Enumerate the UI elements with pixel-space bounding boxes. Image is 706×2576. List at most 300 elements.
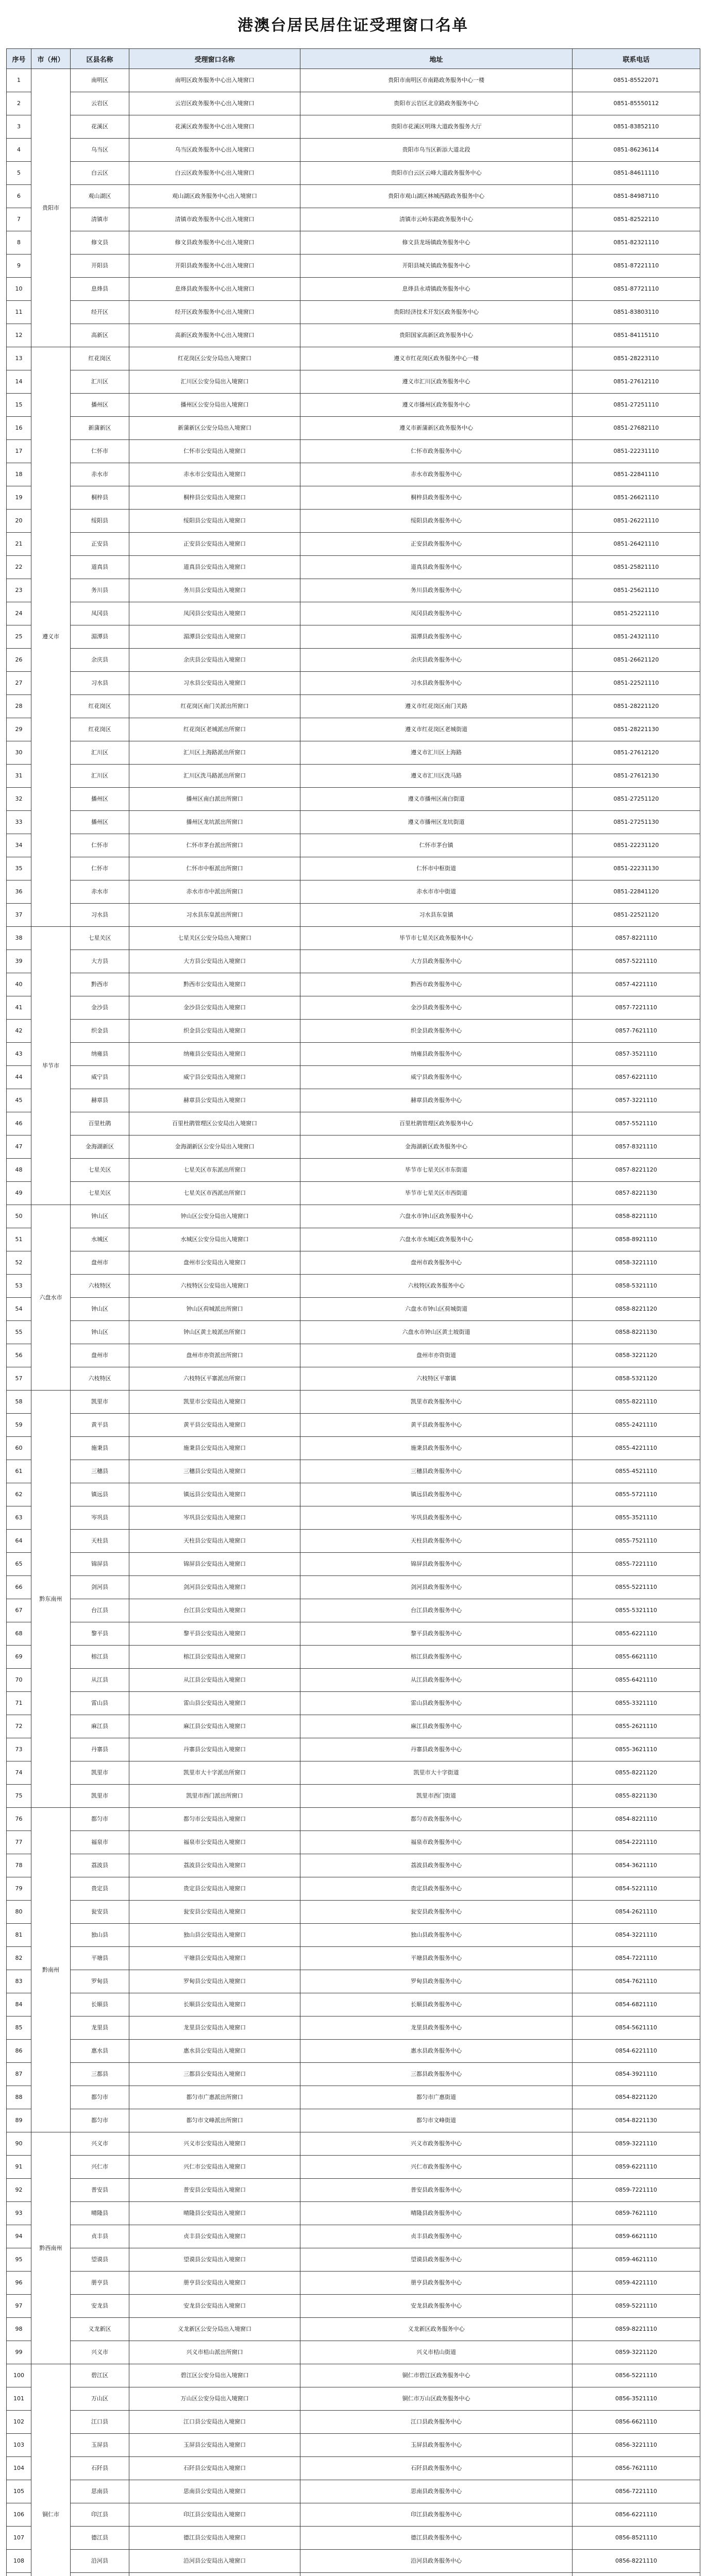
address-cell: 六盘水市钟山区政务服务中心 <box>300 1205 573 1228</box>
window-cell: 新蒲新区公安分局出入境窗口 <box>129 417 300 440</box>
table-row <box>7 950 700 973</box>
phone-cell: 0855-5221110 <box>573 1576 700 1599</box>
city-cell: 毕节市 <box>31 927 71 1205</box>
row-index: 65 <box>7 1553 31 1576</box>
district-cell: 荔波县 <box>71 1854 129 1877</box>
row-index: 61 <box>7 1460 31 1483</box>
address-cell: 毕节市七星关区政务服务中心 <box>300 927 573 950</box>
address-cell: 岑巩县政务服务中心 <box>300 1506 573 1530</box>
address-cell: 凤冈县政务服务中心 <box>300 602 573 625</box>
table-row <box>7 556 700 579</box>
phone-cell: 0855-8221130 <box>573 1785 700 1808</box>
phone-cell: 0859-3221120 <box>573 2341 700 2364</box>
row-index: 103 <box>7 2434 31 2457</box>
window-cell: 都匀市公安局出入境窗口 <box>129 1808 300 1831</box>
row-index: 68 <box>7 1622 31 1646</box>
district-cell: 平塘县 <box>71 1947 129 1970</box>
window-cell: 开阳县政务服务中心出入境窗口 <box>129 255 300 278</box>
district-cell: 三都县 <box>71 2063 129 2086</box>
address-cell: 贵阳市南明区市南路政务服务中心一楼 <box>300 69 573 92</box>
district-cell: 义龙新区 <box>71 2318 129 2341</box>
row-index: 97 <box>7 2295 31 2318</box>
table-row <box>7 2016 700 2040</box>
table-row <box>7 857 700 880</box>
window-cell <box>129 2573 300 2576</box>
row-index: 106 <box>7 2503 31 2527</box>
window-cell: 播州区南白派出所窗口 <box>129 788 300 811</box>
table-row <box>7 115 700 139</box>
window-cell: 百里杜鹃管理区公安局出入境窗口 <box>129 1112 300 1136</box>
district-cell: 龙里县 <box>71 2016 129 2040</box>
phone-cell: 0851-26621110 <box>573 486 700 510</box>
row-index: 99 <box>7 2341 31 2364</box>
district-cell: 经开区 <box>71 301 129 324</box>
table-row <box>7 463 700 486</box>
phone-cell: 0858-8221130 <box>573 1321 700 1344</box>
address-cell: 仁怀市政务服务中心 <box>300 440 573 463</box>
table-row <box>7 1970 700 1993</box>
table-row <box>7 69 700 92</box>
row-index: 46 <box>7 1112 31 1136</box>
table-row <box>7 904 700 927</box>
table-row <box>7 1715 700 1738</box>
header-address: 地址 <box>300 49 573 69</box>
district-cell: 观山湖区 <box>71 185 129 208</box>
address-cell <box>300 2573 573 2576</box>
address-cell: 雷山县政务服务中心 <box>300 1692 573 1715</box>
row-index: 11 <box>7 301 31 324</box>
table-row <box>7 1159 700 1182</box>
row-index: 40 <box>7 973 31 996</box>
window-cell: 七星关区市西派出所窗口 <box>129 1182 300 1205</box>
window-cell: 水城区公安分局出入境窗口 <box>129 1228 300 1251</box>
window-cell: 从江县公安局出入境窗口 <box>129 1669 300 1692</box>
address-cell: 沿河县政务服务中心 <box>300 2550 573 2573</box>
table-row <box>7 1808 700 1831</box>
city-cell: 黔东南州 <box>31 1391 71 1808</box>
window-cell: 乌当区政务服务中心出入境窗口 <box>129 139 300 162</box>
row-index: 19 <box>7 486 31 510</box>
window-cell: 钟山区公安分局出入境窗口 <box>129 1205 300 1228</box>
district-cell: 余庆县 <box>71 649 129 672</box>
window-cell: 盘州市公安局出入境窗口 <box>129 1251 300 1275</box>
row-index: 1 <box>7 69 31 92</box>
address-cell: 兴义市桔山街道 <box>300 2341 573 2364</box>
window-cell: 龙里县公安局出入境窗口 <box>129 2016 300 2040</box>
table-row <box>7 973 700 996</box>
address-cell: 绥阳县政务服务中心 <box>300 510 573 533</box>
row-index: 81 <box>7 1924 31 1947</box>
row-index: 74 <box>7 1761 31 1785</box>
phone-cell: 0851-28221130 <box>573 718 700 741</box>
phone-cell: 0856-5221110 <box>573 2364 700 2387</box>
address-cell: 道真县政务服务中心 <box>300 556 573 579</box>
phone-cell: 0855-8221120 <box>573 1761 700 1785</box>
city-cell: 遵义市 <box>31 347 71 927</box>
phone-cell: 0855-7521110 <box>573 1530 700 1553</box>
header-window: 受理窗口名称 <box>129 49 300 69</box>
phone-cell: 0851-28221120 <box>573 695 700 718</box>
row-index: 63 <box>7 1506 31 1530</box>
phone-cell: 0855-5321110 <box>573 1599 700 1622</box>
row-index: 104 <box>7 2457 31 2480</box>
district-cell: 湄潭县 <box>71 625 129 649</box>
district-cell: 桐梓县 <box>71 486 129 510</box>
district-cell: 道真县 <box>71 556 129 579</box>
phone-cell: 0858-3221120 <box>573 1344 700 1367</box>
row-index: 95 <box>7 2248 31 2272</box>
window-cell: 江口县公安局出入境窗口 <box>129 2411 300 2434</box>
table-row <box>7 2109 700 2132</box>
row-index: 87 <box>7 2063 31 2086</box>
table-row <box>7 579 700 602</box>
address-cell: 务川县政务服务中心 <box>300 579 573 602</box>
address-cell: 江口县政务服务中心 <box>300 2411 573 2434</box>
district-cell: 镇远县 <box>71 1483 129 1506</box>
phone-cell: 0854-3221110 <box>573 1924 700 1947</box>
address-cell: 贵阳市白云区云峰大道政务服务中心 <box>300 162 573 185</box>
address-cell: 盘州市政务服务中心 <box>300 1251 573 1275</box>
district-cell: 播州区 <box>71 394 129 417</box>
table-row <box>7 2225 700 2248</box>
table-row <box>7 1321 700 1344</box>
table-row <box>7 765 700 788</box>
phone-cell: 0854-5221110 <box>573 1877 700 1901</box>
row-index: 108 <box>7 2550 31 2573</box>
row-index: 21 <box>7 533 31 556</box>
address-cell: 贵阳经济技术开发区政务服务中心 <box>300 301 573 324</box>
window-cell: 万山区公安分局出入境窗口 <box>129 2387 300 2411</box>
table-row <box>7 625 700 649</box>
table-row <box>7 2156 700 2179</box>
phone-cell <box>573 2573 700 2576</box>
address-cell: 六枝特区平寨镇 <box>300 1367 573 1391</box>
address-cell: 安龙县政务服务中心 <box>300 2295 573 2318</box>
phone-cell: 0856-7221110 <box>573 2480 700 2503</box>
address-cell: 玉屏县政务服务中心 <box>300 2434 573 2457</box>
address-cell: 赤水市市中街道 <box>300 880 573 904</box>
window-cell: 钟山区荷城派出所窗口 <box>129 1298 300 1321</box>
row-index: 34 <box>7 834 31 857</box>
row-index: 58 <box>7 1391 31 1414</box>
window-cell: 平塘县公安局出入境窗口 <box>129 1947 300 1970</box>
phone-cell: 0854-7221110 <box>573 1947 700 1970</box>
window-cell: 三穗县公安局出入境窗口 <box>129 1460 300 1483</box>
row-index: 22 <box>7 556 31 579</box>
phone-cell: 0857-5221110 <box>573 950 700 973</box>
table-row <box>7 1344 700 1367</box>
window-cell: 罗甸县公安局出入境窗口 <box>129 1970 300 1993</box>
district-cell: 台江县 <box>71 1599 129 1622</box>
address-cell: 普安县政务服务中心 <box>300 2179 573 2202</box>
address-cell: 兴仁市政务服务中心 <box>300 2156 573 2179</box>
window-cell: 雷山县公安局出入境窗口 <box>129 1692 300 1715</box>
phone-cell: 0854-3621110 <box>573 1854 700 1877</box>
row-index: 93 <box>7 2202 31 2225</box>
phone-cell: 0854-8221120 <box>573 2086 700 2109</box>
row-index: 86 <box>7 2040 31 2063</box>
district-cell: 百里杜鹃 <box>71 1112 129 1136</box>
table-row <box>7 1646 700 1669</box>
row-index: 75 <box>7 1785 31 1808</box>
table-row <box>7 2434 700 2457</box>
address-cell: 镇远县政务服务中心 <box>300 1483 573 1506</box>
phone-cell: 0856-6621110 <box>573 2411 700 2434</box>
phone-cell: 0857-5521110 <box>573 1112 700 1136</box>
table-row <box>7 1367 700 1391</box>
row-index: 78 <box>7 1854 31 1877</box>
table-row <box>7 1993 700 2016</box>
row-index: 54 <box>7 1298 31 1321</box>
row-index: 102 <box>7 2411 31 2434</box>
table-row <box>7 301 700 324</box>
table-row <box>7 602 700 625</box>
district-cell: 天柱县 <box>71 1530 129 1553</box>
address-cell: 息烽县永靖镇政务服务中心 <box>300 278 573 301</box>
district-cell: 兴仁市 <box>71 2156 129 2179</box>
window-cell: 沿河县公安局出入境窗口 <box>129 2550 300 2573</box>
district-cell: 仁怀市 <box>71 440 129 463</box>
window-cell: 岑巩县公安局出入境窗口 <box>129 1506 300 1530</box>
district-cell <box>71 2573 129 2576</box>
table-row <box>7 1669 700 1692</box>
window-cell: 习水县公安局出入境窗口 <box>129 672 300 695</box>
phone-cell: 0851-83803110 <box>573 301 700 324</box>
district-cell: 都匀市 <box>71 1808 129 1831</box>
window-cell: 兴义市公安局出入境窗口 <box>129 2132 300 2156</box>
district-cell: 碧江区 <box>71 2364 129 2387</box>
row-index: 13 <box>7 347 31 370</box>
district-cell: 独山县 <box>71 1924 129 1947</box>
phone-cell: 0855-3621110 <box>573 1738 700 1761</box>
district-cell: 丹寨县 <box>71 1738 129 1761</box>
phone-cell: 0851-84987110 <box>573 185 700 208</box>
window-cell: 余庆县公安局出入境窗口 <box>129 649 300 672</box>
phone-cell: 0855-6621110 <box>573 1646 700 1669</box>
window-cell: 兴仁市公安局出入境窗口 <box>129 2156 300 2179</box>
table-row <box>7 1622 700 1646</box>
address-cell: 德江县政务服务中心 <box>300 2527 573 2550</box>
district-cell: 红花岗区 <box>71 695 129 718</box>
window-cell: 绥阳县公安局出入境窗口 <box>129 510 300 533</box>
window-cell: 南明区政务服务中心出入境窗口 <box>129 69 300 92</box>
table-row <box>7 788 700 811</box>
address-cell: 贵阳国家高新区政务服务中心 <box>300 324 573 347</box>
table-row <box>7 1437 700 1460</box>
window-list-table <box>6 48 700 2576</box>
address-cell: 百里杜鹃管理区政务服务中心 <box>300 1112 573 1136</box>
district-cell: 德江县 <box>71 2527 129 2550</box>
address-cell: 纳雍县政务服务中心 <box>300 1043 573 1066</box>
phone-cell: 0855-2421110 <box>573 1414 700 1437</box>
phone-cell: 0851-22841110 <box>573 463 700 486</box>
phone-cell: 0857-6221110 <box>573 1066 700 1089</box>
phone-cell: 0857-4221110 <box>573 973 700 996</box>
table-row <box>7 2480 700 2503</box>
address-cell: 桐梓县政务服务中心 <box>300 486 573 510</box>
row-index: 49 <box>7 1182 31 1205</box>
window-cell: 仁怀市茅台派出所窗口 <box>129 834 300 857</box>
address-cell: 遵义市播州区南白街道 <box>300 788 573 811</box>
district-cell: 都匀市 <box>71 2109 129 2132</box>
row-index: 26 <box>7 649 31 672</box>
table-row <box>7 1020 700 1043</box>
district-cell: 福泉市 <box>71 1831 129 1854</box>
address-cell: 修文县龙场镇政务服务中心 <box>300 231 573 255</box>
address-cell: 凯里市大十字街道 <box>300 1761 573 1785</box>
phone-cell: 0851-25621110 <box>573 579 700 602</box>
district-cell: 威宁县 <box>71 1066 129 1089</box>
window-cell: 红花岗区公安分局出入境窗口 <box>129 347 300 370</box>
row-index: 32 <box>7 788 31 811</box>
row-index: 23 <box>7 579 31 602</box>
phone-cell: 0858-5321110 <box>573 1275 700 1298</box>
phone-cell: 0859-7221110 <box>573 2179 700 2202</box>
district-cell: 凯里市 <box>71 1761 129 1785</box>
window-cell: 瓮安县公安局出入境窗口 <box>129 1901 300 1924</box>
table-row <box>7 510 700 533</box>
district-cell: 七星关区 <box>71 927 129 950</box>
address-cell: 台江县政务服务中心 <box>300 1599 573 1622</box>
table-row <box>7 417 700 440</box>
address-cell: 都匀市广惠街道 <box>300 2086 573 2109</box>
table-row <box>7 1877 700 1901</box>
row-index: 18 <box>7 463 31 486</box>
table-row <box>7 231 700 255</box>
district-cell: 习水县 <box>71 672 129 695</box>
window-cell: 都匀市文峰派出所窗口 <box>129 2109 300 2132</box>
address-cell: 六枝特区政务服务中心 <box>300 1275 573 1298</box>
table-row <box>7 1298 700 1321</box>
window-cell: 息烽县政务服务中心出入境窗口 <box>129 278 300 301</box>
district-cell: 仁怀市 <box>71 857 129 880</box>
window-cell: 惠水县公安局出入境窗口 <box>129 2040 300 2063</box>
district-cell: 盘州市 <box>71 1344 129 1367</box>
district-cell: 六枝特区 <box>71 1367 129 1391</box>
phone-cell: 0851-25821110 <box>573 556 700 579</box>
phone-cell: 0859-3221110 <box>573 2132 700 2156</box>
address-cell: 黎平县政务服务中心 <box>300 1622 573 1646</box>
phone-cell: 0851-27612130 <box>573 765 700 788</box>
district-cell: 锦屏县 <box>71 1553 129 1576</box>
table-row <box>7 1576 700 1599</box>
phone-cell: 0856-8221110 <box>573 2550 700 2573</box>
row-index: 77 <box>7 1831 31 1854</box>
window-cell: 七星关区公安分局出入境窗口 <box>129 927 300 950</box>
address-cell: 黄平县政务服务中心 <box>300 1414 573 1437</box>
district-cell: 七星关区 <box>71 1159 129 1182</box>
district-cell: 罗甸县 <box>71 1970 129 1993</box>
phone-cell: 0851-27251120 <box>573 788 700 811</box>
address-cell: 惠水县政务服务中心 <box>300 2040 573 2063</box>
table-row <box>7 996 700 1020</box>
address-cell: 大方县政务服务中心 <box>300 950 573 973</box>
table-row <box>7 649 700 672</box>
table-row <box>7 1761 700 1785</box>
address-cell: 瓮安县政务服务中心 <box>300 1901 573 1924</box>
row-index: 2 <box>7 92 31 115</box>
phone-cell: 0855-5721110 <box>573 1483 700 1506</box>
window-cell: 六枝特区平寨派出所窗口 <box>129 1367 300 1391</box>
phone-cell: 0856-3521110 <box>573 2387 700 2411</box>
district-cell: 惠水县 <box>71 2040 129 2063</box>
district-cell: 思南县 <box>71 2480 129 2503</box>
phone-cell: 0851-22231120 <box>573 834 700 857</box>
row-index: 28 <box>7 695 31 718</box>
address-cell: 贵定县政务服务中心 <box>300 1877 573 1901</box>
window-cell: 长顺县公安局出入境窗口 <box>129 1993 300 2016</box>
address-cell: 福泉市政务服务中心 <box>300 1831 573 1854</box>
table-row <box>7 2364 700 2387</box>
window-cell: 湄潭县公安局出入境窗口 <box>129 625 300 649</box>
table-row <box>7 1414 700 1437</box>
row-index: 69 <box>7 1646 31 1669</box>
window-cell: 凯里市大十字派出所窗口 <box>129 1761 300 1785</box>
table-row <box>7 2318 700 2341</box>
district-cell: 清镇市 <box>71 208 129 231</box>
row-index: 79 <box>7 1877 31 1901</box>
phone-cell: 0851-84115110 <box>573 324 700 347</box>
row-index: 47 <box>7 1136 31 1159</box>
row-index: 43 <box>7 1043 31 1066</box>
district-cell: 望谟县 <box>71 2248 129 2272</box>
district-cell: 织金县 <box>71 1020 129 1043</box>
phone-cell: 0858-8221120 <box>573 1298 700 1321</box>
window-cell: 贞丰县公安局出入境窗口 <box>129 2225 300 2248</box>
row-index: 4 <box>7 139 31 162</box>
table-row <box>7 370 700 394</box>
address-cell: 天柱县政务服务中心 <box>300 1530 573 1553</box>
table-row <box>7 2272 700 2295</box>
district-cell: 钟山区 <box>71 1298 129 1321</box>
table-row <box>7 185 700 208</box>
city-cell: 贵阳市 <box>31 69 71 347</box>
row-index: 101 <box>7 2387 31 2411</box>
row-index: 33 <box>7 811 31 834</box>
address-cell: 仁怀市中枢街道 <box>300 857 573 880</box>
window-cell: 兴义市桔山派出所窗口 <box>129 2341 300 2364</box>
window-cell: 台江县公安局出入境窗口 <box>129 1599 300 1622</box>
district-cell: 红花岗区 <box>71 347 129 370</box>
phone-cell: 0851-26621120 <box>573 649 700 672</box>
row-index: 25 <box>7 625 31 649</box>
row-index <box>7 2573 31 2576</box>
district-cell: 钟山区 <box>71 1205 129 1228</box>
row-index: 29 <box>7 718 31 741</box>
phone-cell: 0854-2221110 <box>573 1831 700 1854</box>
phone-cell: 0856-8521110 <box>573 2527 700 2550</box>
table-row <box>7 486 700 510</box>
table-row <box>7 278 700 301</box>
district-cell: 赫章县 <box>71 1089 129 1112</box>
district-cell: 七星关区 <box>71 1182 129 1205</box>
window-cell: 望谟县公安局出入境窗口 <box>129 2248 300 2272</box>
window-cell: 榕江县公安局出入境窗口 <box>129 1646 300 1669</box>
phone-cell: 0851-26421110 <box>573 533 700 556</box>
address-cell: 湄潭县政务服务中心 <box>300 625 573 649</box>
phone-cell: 0851-27251110 <box>573 394 700 417</box>
phone-cell: 0859-4221110 <box>573 2272 700 2295</box>
window-cell: 印江县公安局出入境窗口 <box>129 2503 300 2527</box>
address-cell: 遵义市红花岗区政务服务中心一楼 <box>300 347 573 370</box>
window-cell: 高新区政务服务中心出入境窗口 <box>129 324 300 347</box>
phone-cell: 0855-2621110 <box>573 1715 700 1738</box>
window-cell: 经开区政务服务中心出入境窗口 <box>129 301 300 324</box>
row-index: 85 <box>7 2016 31 2040</box>
table-row <box>7 1205 700 1228</box>
phone-cell: 0859-6621110 <box>573 2225 700 2248</box>
phone-cell: 0851-27251130 <box>573 811 700 834</box>
